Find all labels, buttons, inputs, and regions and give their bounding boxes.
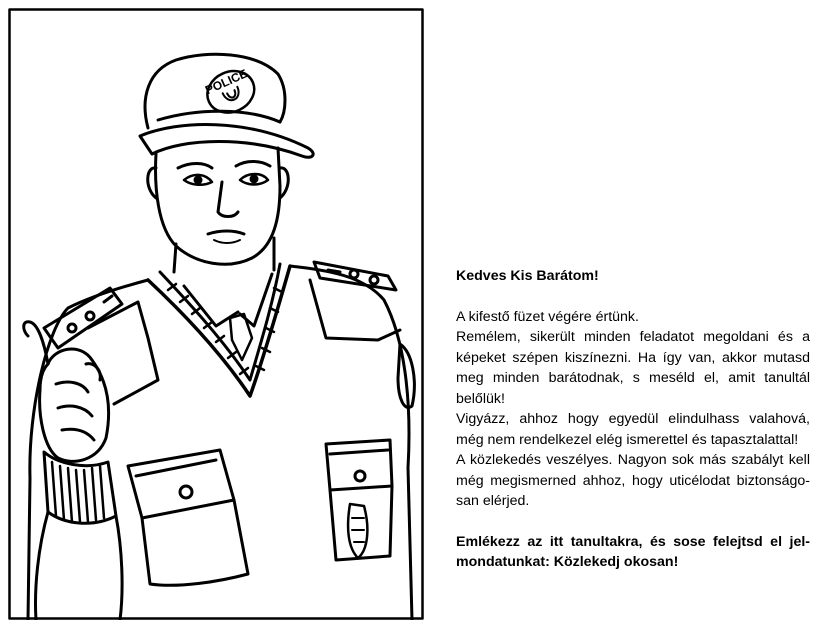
cap-badge-text: POLICE [203,66,250,98]
left-sleeve [36,512,123,620]
illustration-frame [10,10,423,619]
sweater-collar [148,264,290,396]
letter-heading: Kedves Kis Barátom! [456,268,599,284]
left-shoulder-yoke [88,302,158,404]
left-chest-pocket [128,450,248,585]
letter-closing-slogan: Emlékezz az itt tanultakra, és sose felejtsd el jel-mondatunkat: Közlekedj okosan! [456,533,810,570]
officer-head [148,148,289,272]
police-cap [140,54,313,157]
police-officer-coloring-illustration [8,8,424,620]
letter-text-block [456,266,810,587]
sleeve-cuff [44,452,116,523]
letter-paragraph: A kifestő füzet végére értünk. [456,308,639,325]
letter-paragraph: Remélem, sikerült minden feladatot megoldani és a képeket szépen kiszínezni. Ha így van, akkor mutasd meg minden barátodnak, s meséld el, amit tanultál belőlük! [456,329,810,407]
right-epaulette [314,262,396,290]
letter-body [456,307,810,512]
letter-paragraph: Vigyázz, ahhoz hogy egyedül elindulhass valahová, még nem rendelkezel elég ismerettel és tapasztalattal! [456,411,810,448]
letter-paragraph: A közlekedés veszélyes. Nagyon sok más szabályt kell még megismerned ahhoz, hogy uticélodat biztonságo-san elérjed. [456,452,810,509]
